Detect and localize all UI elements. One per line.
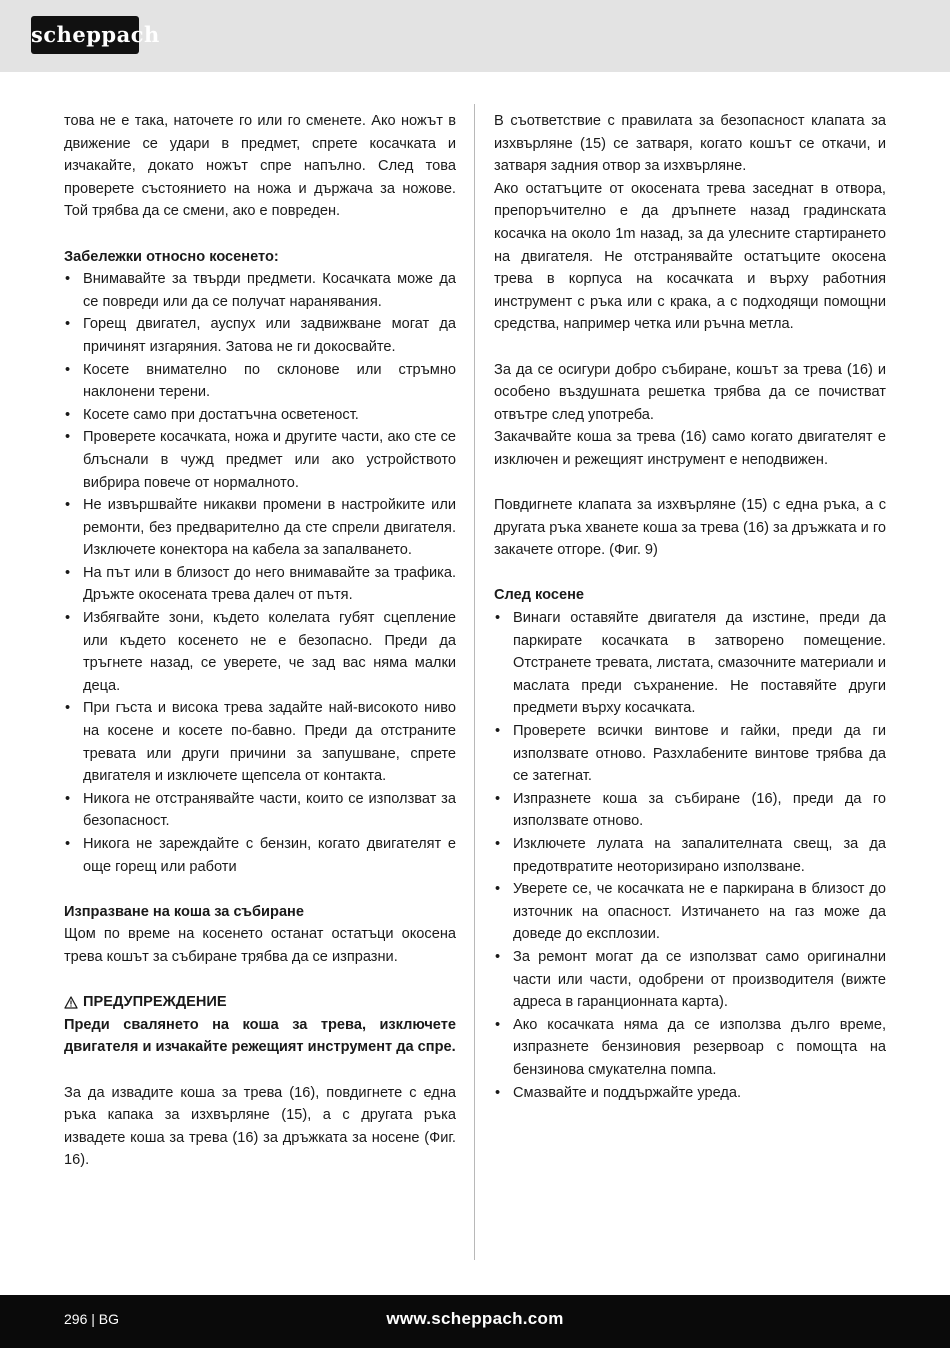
flap-paragraph: В съответствие с правилата за безопасност клапата за изхвърляне (15) се затваря, когато кошът се откачи, и затваря задния отвор за изхвърляне.	[494, 113, 886, 175]
list-item: • Горещ двигател, ауспух или задвижване могат да причинят изгаряния. Затова не ги докосвайте.	[64, 313, 456, 358]
footer-bar	[0, 1295, 950, 1348]
intro-paragraph: това не е така, наточете го или го сменете. Ако ножът в движение се удари в предмет, спрете косачката и изчакайте, докато ножът спре напълно. След това проверете състоянието на ножа и държача за ножове. Той трябва да се смени, ако е повреден.	[64, 113, 456, 220]
list-item: • Внимавайте за твърди предмети. Косачката може да се повреди или да се получат наранявания.	[64, 268, 456, 313]
list-item: • Не извършвайте никакви промени в настройките или ремонти, без предварително да сте спрели двигателя. Изключете конектора на кабела за запалването.	[64, 494, 456, 562]
mowing-notes-heading: Забележки относно косенето:	[64, 248, 279, 265]
cleaning-paragraph: За да се осигури добро събиране, кошът за трева (16) и особено въздушната решетка трябва да се почистват отвътре след употреба.	[494, 361, 886, 423]
empty-bag-paragraph: Щом по време на косенето останат остатъци окосена трева кошът за събиране трябва да се изпразни.	[64, 926, 456, 965]
clog-paragraph: Ако остатъците от окосената трева заседнат в отвора, препоръчително е да дръпнете назад градинската косачка на около 1m назад, за да улесните стартирането на двигателя. Не отстранявайте остатъците окосена трева в корпуса на косачката и върху работния инструмент с ръка или с крака, а с подходящи помощни средства, например четка или ръчна метла.	[494, 180, 886, 333]
website-url: www.scheppach.com	[386, 1309, 564, 1328]
list-item: • За ремонт могат да се използват само оригинални части или части, одобрени от производителя (вижте адреса в гаранционната карта).	[494, 946, 886, 1014]
after-mowing-list	[494, 607, 886, 1104]
column-divider	[474, 104, 475, 1260]
list-item: • Винаги оставяйте двигателя да изстине, преди да паркирате косачката в затворено помещение. Отстранете тревата, листата, смазочните материали и маслата преди съхранение. Не поставяйте други предмети върху косачката.	[494, 607, 886, 720]
mowing-notes-list	[64, 268, 456, 878]
warning-triangle-icon	[64, 996, 78, 1009]
list-item: • Проверете косачката, ножа и другите части, ако сте се блъснали в чужд предмет или ако устройството вибрира повече от нормалното.	[64, 426, 456, 494]
remove-bag-paragraph: За да извадите коша за трева (16), повдигнете с една ръка капака за изхвърляне (15), а с другата ръка извадете коша за трева (16) за дръжката за носене (Фиг. 16).	[64, 1084, 456, 1169]
list-item: • Изпразнете коша за събиране (16), преди да го използвате отново.	[494, 788, 886, 833]
page-number: 296 | BG	[64, 1311, 120, 1327]
warning-title: ПРЕДУПРЕЖДЕНИЕ	[83, 994, 227, 1011]
list-item: • Никога не зареждайте с бензин, когато двигателят е още горещ или работи	[64, 833, 456, 878]
list-item: • Смазвайте и поддържайте уреда.	[494, 1082, 886, 1105]
brand-logo: scheppach	[31, 16, 139, 54]
warning-text: Преди свалянето на коша за трева, изключете двигателя и изчакайте режещият инструмент да спре.	[64, 1016, 456, 1056]
list-item: • Никога не отстранявайте части, които се използват за безопасност.	[64, 788, 456, 833]
hook-bag-paragraph: Повдигнете клапата за изхвърляне (15) с една ръка, а с другата ръка хванете коша за трева (16) за дръжката и го закачете отгоре. (Фиг. 9)	[494, 497, 886, 559]
list-item: • Избягвайте зони, където колелата губят сцепление или където косенето не е безопасно. Преди да тръгнете назад, се уверете, че зад вас няма малки деца.	[64, 607, 456, 697]
list-item: • Изключете лулата на запалителната свещ, за да предотвратите неоторизирано използване.	[494, 833, 886, 878]
list-item: • Ако косачката няма да се използва дълго време, изпразнете бензиновия резервоар с помощта на бензинова смукателна помпа.	[494, 1014, 886, 1082]
header-bar	[0, 0, 950, 72]
after-mowing-heading: След косене	[494, 587, 585, 604]
list-item: • На път или в близост до него внимавайте за трафика. Дръжте окосената трева далеч от пътя.	[64, 562, 456, 607]
list-item: • При гъста и висока трева задайте най-високото ниво на косене и косете по-бавно. Преди да отстраните тревата или други причини за запушване, спрете двигателя и изключете щепсела от контакта.	[64, 697, 456, 787]
list-item: • Проверете всички винтове и гайки, преди да ги използвате отново. Разхлабените винтове трябва да се затегнат.	[494, 720, 886, 788]
list-item: • Косете внимателно по склонове или стръмно наклонени терени.	[64, 359, 456, 404]
left-column	[64, 110, 456, 1172]
empty-bag-heading: Изпразване на коша за събиране	[64, 903, 304, 920]
list-item: • Косете само при достатъчна осветеност.	[64, 404, 456, 427]
list-item: • Уверете се, че косачката не е паркирана в близост до източник на опасност. Изтичането на газ може да доведе до експлозии.	[494, 878, 886, 946]
warning-heading	[64, 991, 456, 1014]
attach-bag-paragraph: Закачвайте коша за трева (16) само когато двигателят е изключен и режещият инструмент е неподвижен.	[494, 429, 886, 468]
right-column	[494, 110, 886, 1104]
